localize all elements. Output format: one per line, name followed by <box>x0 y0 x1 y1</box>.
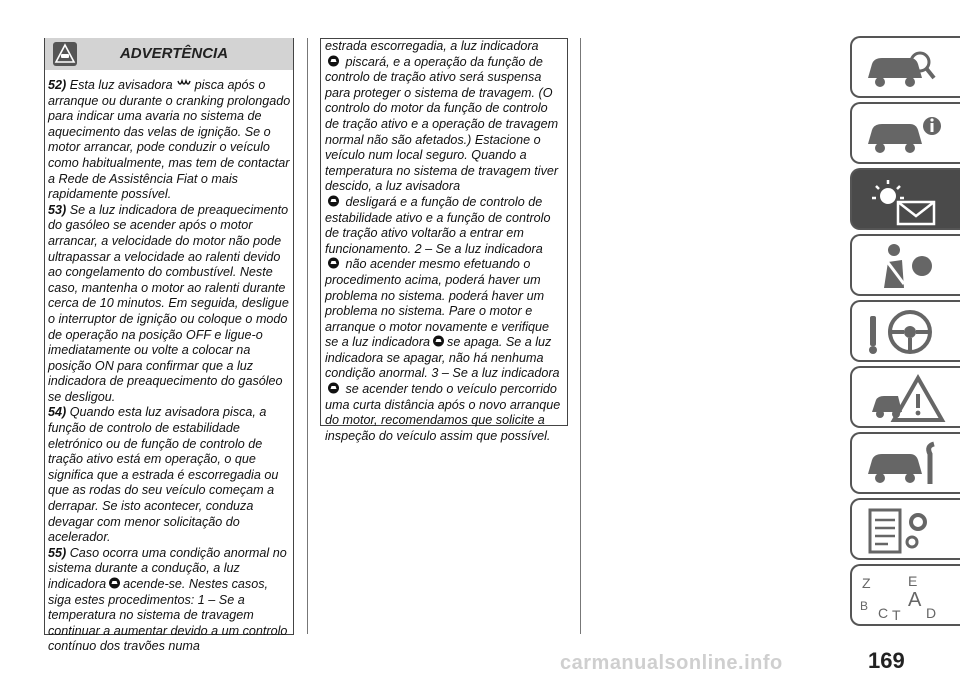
alphabet-index-icon <box>858 570 948 622</box>
warning-title: ADVERTÊNCIA <box>119 45 229 63</box>
svg-text:T: T <box>892 607 901 622</box>
warning-car-icon <box>53 42 77 66</box>
page-number: 169 <box>868 648 905 673</box>
skid-car-icon <box>327 382 340 394</box>
svg-text:B: B <box>860 599 869 613</box>
tab-starting-driving[interactable] <box>850 300 960 362</box>
car-wrench-icon <box>858 438 948 490</box>
tab-maintenance[interactable] <box>850 432 960 494</box>
paragraph-54: 54) Quando esta luz avisadora pisca, a função de controlo de estabilidade eletrónico ou de função de controlo de tração ativo está em operação, o que significa que a estrada é escorregadia ou que as rodas do seu veículo começam a derrapar. Se isto acontecer, conduza devagar com menor solicitação do acelerador. <box>48 405 279 545</box>
paragraph-55: 55) Caso ocorra uma condição anormal no sistema durante a condução, a luz indicadora acende-se. Nestes casos, siga estes procedimentos: 1 – Se a temperatura no sistema de travagem continuar a aumentar devido a um controlo contínuo dos travões numa <box>48 545 288 654</box>
tab-car-search[interactable] <box>850 36 960 98</box>
svg-text:D: D <box>926 605 937 621</box>
skid-car-icon <box>327 257 340 269</box>
column-divider-2 <box>580 38 581 634</box>
watermark: carmanualsonline.info <box>560 652 783 674</box>
list-gears-icon <box>858 504 948 556</box>
car-info-icon <box>858 108 948 160</box>
paragraph-53: 53) Se a luz indicadora de preaquecimento do gasóleo se acender após o motor arrancar, a velocidade do motor não pode ultrapassar a velocidade ao ralenti devido ao congelamento do combustível. Neste caso, mantenha o motor ao ralenti durante cerca de 10 minutos. Em seguida, desligue o interruptor de ignição ou coloque o modo de operação na posição OFF e ligue-o imediatamente ou volte a colocar na posição ON para confirmar que a luz indicadora de preaquecimento do gasóleo se desligou. <box>48 202 289 404</box>
warning-box-left <box>44 38 294 654</box>
skid-car-icon <box>327 55 340 67</box>
steering-key-icon <box>858 306 948 358</box>
car-search-icon <box>858 42 948 94</box>
svg-text:C: C <box>878 605 889 621</box>
column-divider-1 <box>307 38 308 634</box>
tab-safety[interactable] <box>850 234 960 296</box>
warning-light-message-icon <box>858 174 948 226</box>
glow-plug-icon <box>175 78 193 90</box>
seatbelt-airbag-icon <box>858 240 948 292</box>
warning-header <box>45 38 293 70</box>
tab-car-info[interactable] <box>850 102 960 164</box>
paragraph-continued: estrada escorregadia, a luz indicadora piscará, e a operação da função de controlo de tração ativo será suspensa para proteger o sistema de travagem. (O controlo do motor da função de controlo de tração ativo e a operação de travagem normal não são afetados.) Estacione o veículo num local seguro. Quando a temperatura no sistema de travagem tiver descido, a luz avisadora desligará e a função de controlo de estabilidade ativo e a função de controlo de tração ativo voltarão a entrar em funcionamento. 2 – Se a luz indicadora não acender mesmo efetuando o procedimento acima, poderá haver um problema no sistema. poderá haver um problema no sistema. Pare o motor e arranque o motor novamente e verifique se a luz indicadora se apaga. Se a luz indicadora se apagar, não há nenhuma condição anormal. 3 – Se a luz indicadora se acender tendo o veículo percorrido uma curta distância após o novo arranque do motor, recomendamos que solicite a inspeção do veículo assim que possível. <box>325 39 561 443</box>
svg-text:Z: Z <box>862 575 871 591</box>
paragraph-52: 52) Esta luz avisadora pisca após o arranque ou durante o cranking prolongado para indicar uma avaria no sistema de aquecimento das velas de ignição. Se o motor arrancar, pode conduzir o veículo como habitualmente, mas tem de contactar a Rede de Assistência Fiat o mais rapidamente possível. <box>48 78 291 202</box>
tab-emergency[interactable] <box>850 366 960 428</box>
skid-car-icon <box>108 577 121 589</box>
tab-warning-lights[interactable] <box>850 168 960 230</box>
svg-text:E: E <box>908 573 918 589</box>
emergency-triangle-icon <box>858 372 948 424</box>
skid-car-icon <box>327 195 340 207</box>
tab-index[interactable] <box>850 564 960 626</box>
warning-box-right <box>320 38 568 443</box>
skid-car-icon <box>432 335 445 347</box>
svg-text:A: A <box>908 589 922 611</box>
tab-technical-data[interactable] <box>850 498 960 560</box>
